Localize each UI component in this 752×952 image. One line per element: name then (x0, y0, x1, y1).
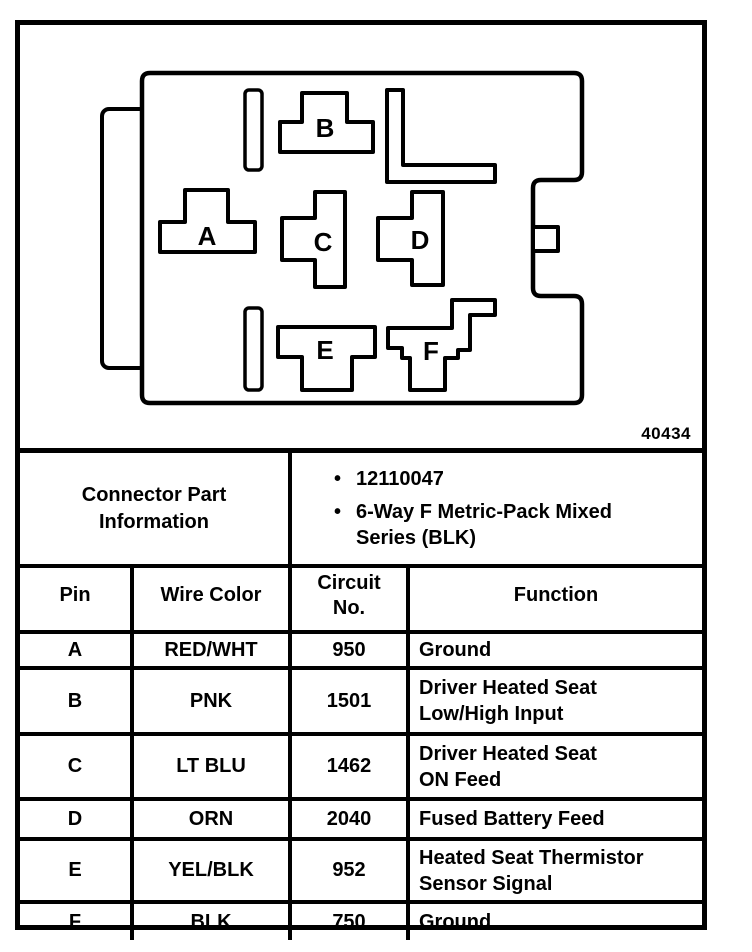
connector-spec-table (20, 448, 702, 940)
header-wire-color: Wire Color (160, 584, 262, 606)
pin-label-d: D (410, 225, 430, 255)
pin-cell: F (20, 902, 132, 940)
part-info-title-line1: Connector Part (81, 483, 227, 506)
circuit-cell: 750 (290, 902, 408, 940)
pin-label-c: C (313, 227, 333, 257)
header-function: Function (513, 584, 599, 606)
wire-color-cell: YEL/BLK (132, 839, 290, 902)
wire-color-cell: ORN (132, 799, 290, 839)
header-circuit-no: Circuit No. (317, 571, 381, 619)
table-row (20, 799, 702, 839)
pin-label-b: B (315, 113, 335, 143)
function-line: Fused Battery Feed (419, 808, 605, 830)
connector-diagram (20, 25, 702, 448)
wire-color-cell: LT BLU (132, 734, 290, 799)
circuit-cell: 1501 (290, 668, 408, 734)
part-info-title-line2: Information (99, 510, 209, 533)
table-row (20, 668, 702, 734)
bullet-icon: • (334, 468, 342, 490)
function-line: Sensor Signal (419, 872, 553, 895)
pin-label-e: E (316, 335, 334, 365)
header-pin: Pin (59, 584, 91, 606)
connector-series: 6-Way F Metric-Pack Mixed Series (BLK) (356, 501, 613, 549)
function-cell (408, 839, 702, 902)
function-line: Ground (419, 911, 492, 933)
circuit-cell: 2040 (290, 799, 408, 839)
pin-cell: B (20, 668, 132, 734)
function-cell (408, 734, 702, 799)
table-row (20, 902, 702, 940)
pin-label-a: A (197, 221, 217, 251)
function-line: ON Feed (419, 768, 502, 791)
wire-color-cell: BLK (132, 902, 290, 940)
circuit-cell: 950 (290, 632, 408, 668)
function-cell (408, 799, 702, 839)
function-cell (408, 902, 702, 940)
table-header-row (20, 566, 702, 632)
function-line: Ground (419, 639, 492, 661)
connector-series-item (334, 499, 696, 551)
cavity-slot-top (245, 90, 262, 170)
pin-cell: E (20, 839, 132, 902)
figure-number: 40434 (641, 424, 691, 443)
part-number-item (334, 466, 696, 492)
table-row (20, 839, 702, 902)
bullet-icon: • (334, 501, 342, 523)
function-line: Heated Seat Thermistor (419, 846, 644, 869)
table-row (20, 632, 702, 668)
pin-cell: A (20, 632, 132, 668)
pin-cell: C (20, 734, 132, 799)
circuit-cell: 952 (290, 839, 408, 902)
wire-color-cell: PNK (132, 668, 290, 734)
pin-label-f: F (423, 336, 439, 366)
part-info-detail-cell (290, 451, 702, 567)
function-cell (408, 632, 702, 668)
function-line: Driver Heated Seat (419, 742, 597, 765)
table-row (20, 734, 702, 799)
function-cell (408, 668, 702, 734)
connector-right-index-tab (533, 227, 558, 251)
function-line: Driver Heated Seat (419, 677, 597, 699)
circuit-cell: 1462 (290, 734, 408, 799)
wire-color-cell: RED/WHT (132, 632, 290, 668)
cavity-slot-bottom (245, 308, 262, 390)
function-line: Low/High Input (419, 703, 564, 725)
connector-face-view-svg (20, 25, 702, 448)
page-border-frame (15, 20, 707, 933)
pin-cell: D (20, 799, 132, 839)
part-info-row (20, 451, 702, 567)
part-number: 12110047 (356, 468, 444, 490)
part-info-title-cell (20, 451, 290, 567)
